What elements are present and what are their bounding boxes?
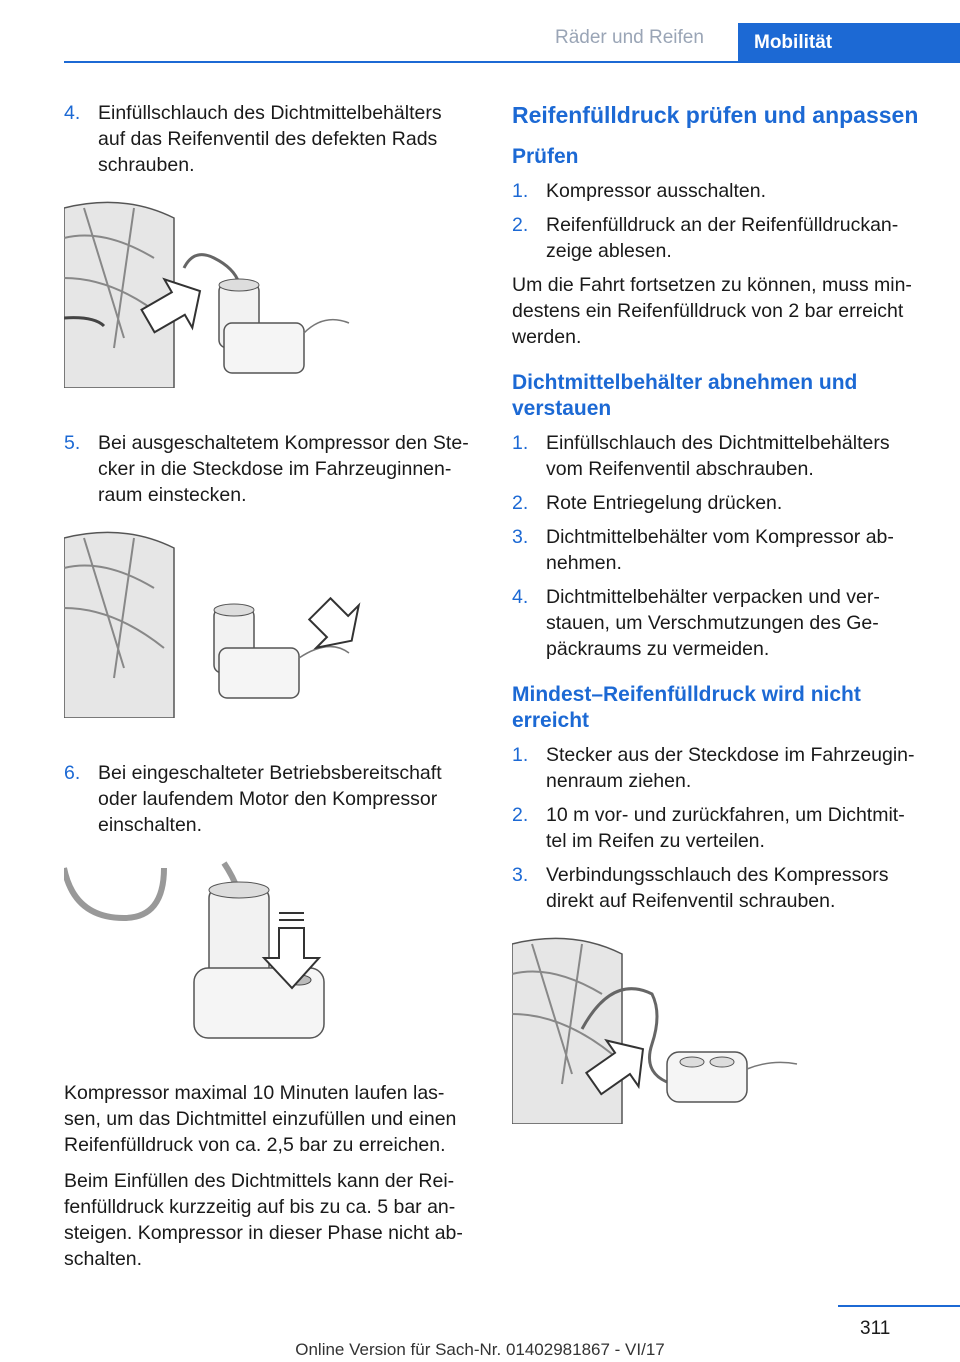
step-number: 2. [512,214,529,236]
right-column [512,100,922,1166]
step-text: 10 m vor- und zurückfahren, um Dichtmit- tel im Reifen zu verteilen. [546,804,905,852]
step-number: 1. [512,432,529,454]
step-number: 1. [512,180,529,202]
step-number: 5. [64,432,81,454]
remove-step-3 [512,524,922,576]
step-text: Dichtmittelbehälter vom Kompressor ab- nehmen. [546,526,894,574]
min-step-2 [512,802,922,854]
step-text: Einfüllschlauch des Dichtmittelbehälters auf das Reifenventil des defekten Rads schrauben. [98,102,442,176]
step-text: Einfüllschlauch des Dichtmittelbehälters vom Reifenventil abschrauben. [546,432,890,480]
step-number: 6. [64,762,81,784]
step-text: Stecker aus der Steckdose im Fahrzeugin- nenraum ziehen. [546,744,915,792]
left-column [64,100,474,1282]
step-text: Reifenfülldruck an der Reifenfülldruckan- zeige ablesen. [546,214,899,262]
subheading-remove: Dichtmittelbehälter abnehmen und verstauen [512,371,858,420]
figure-hose-direct [512,934,812,1124]
step-text: Rote Entriegelung drücken. [546,492,783,514]
figure-switch-on [64,858,364,1048]
footer-rule [838,1305,960,1307]
step-number: 2. [512,492,529,514]
step-number: 4. [64,102,81,124]
step-6 [64,760,474,838]
figure-hose-on-valve [64,198,364,388]
illustration-compressor-direct [512,934,812,1124]
header-rule [64,61,960,63]
subheading-check: Prüfen [512,145,579,168]
figure-plug-in [64,528,364,718]
paragraph-min-pressure: Um die Fahrt fortsetzen zu können, muss min- destens ein Reifenfülldruck von 2 bar erreicht werden. [512,274,912,348]
page-number: 311 [860,1318,891,1339]
min-step-1 [512,742,922,794]
check-step-1 [512,178,922,204]
step-text: Kompressor ausschalten. [546,180,767,202]
step-text: Dichtmittelbehälter verpacken und ver- stauen, um Verschmutzungen des Ge- päckraums zu vermeiden. [546,586,880,660]
illustration-compressor-switch [64,858,364,1048]
step-4 [64,100,474,178]
header-section-label: Räder und Reifen [555,27,704,48]
step-text: Verbindungsschlauch des Kompressors direkt auf Reifenventil schrauben. [546,864,889,912]
min-step-3 [512,862,922,914]
step-text: Bei eingeschalteter Betriebsbereitschaft oder laufendem Motor den Kompressor einschalten. [98,762,442,836]
remove-step-2 [512,490,922,516]
remove-step-4 [512,584,922,662]
subheading-min-not-reached: Mindest–Reifenfülldruck wird nicht erreicht [512,683,861,732]
step-number: 3. [512,526,529,548]
paragraph-pressure-peak: Beim Einfüllen des Dichtmittels kann der Rei- fenfülldruck kurzzeitig auf bis zu ca. 5 bar an- steigen. Kompressor in dieser Phase nicht ab- schalten. [64,1170,463,1270]
check-step-2 [512,212,922,264]
section-title: Reifenfülldruck prüfen und anpassen [512,102,919,128]
step-number: 4. [512,586,529,608]
page-header [0,0,960,62]
step-number: 3. [512,864,529,886]
illustration-plug-socket [64,528,364,718]
header-chapter-tab: Mobilität [738,23,960,61]
step-number: 2. [512,804,529,826]
step-number: 1. [512,744,529,766]
footer-version-text: Online Version für Sach-Nr. 01402981867 - VI/17 [295,1340,665,1359]
step-text: Bei ausgeschaltetem Kompressor den Ste- cker in die Steckdose im Fahrzeuginnen- raum einstecken. [98,432,469,506]
remove-step-1 [512,430,922,482]
step-5 [64,430,474,508]
illustration-wheel-compressor [64,198,364,388]
paragraph-run-time: Kompressor maximal 10 Minuten laufen las- sen, um das Dichtmittel einzufüllen und einen Reifenfülldruck von ca. 2,5 bar zu erreichen. [64,1082,457,1156]
